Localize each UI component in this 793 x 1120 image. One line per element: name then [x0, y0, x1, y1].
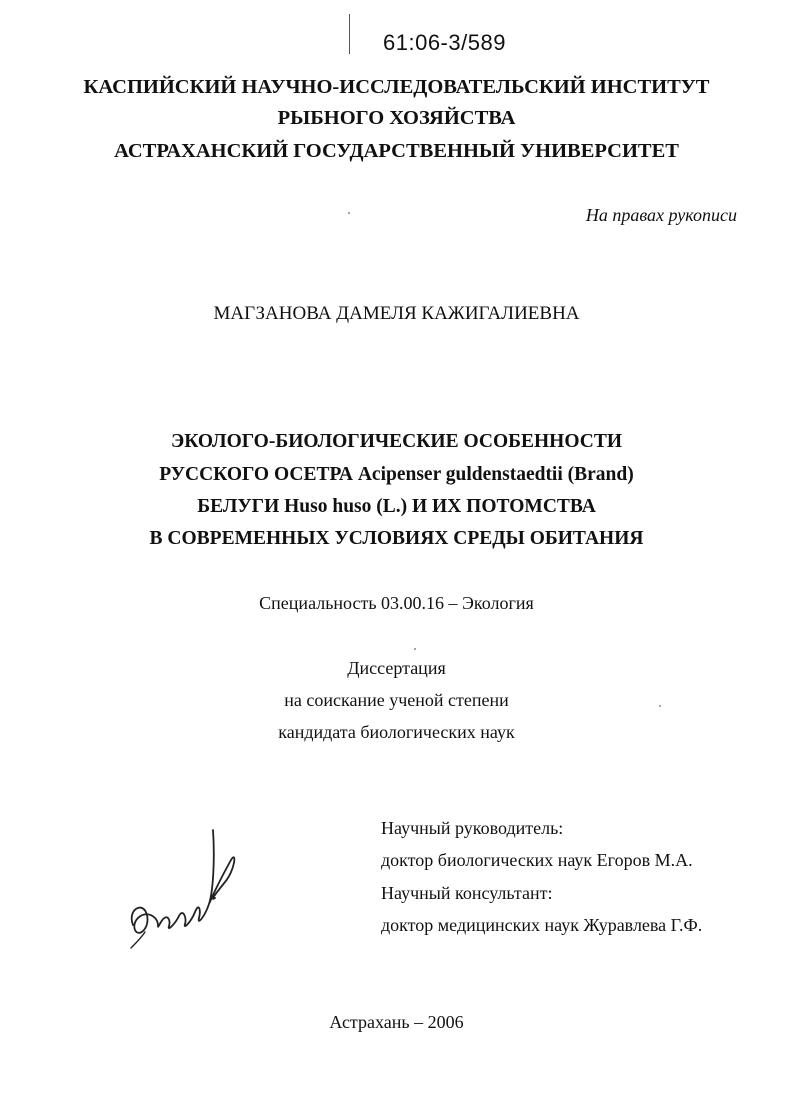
thesis-type-line-1: Диссертация: [347, 658, 446, 678]
title-line-1: ЭКОЛОГО-БИОЛОГИЧЕСКИЕ ОСОБЕННОСТИ: [170, 431, 623, 452]
supervisor-name: доктор биологических наук Егоров М.А.: [381, 850, 693, 870]
place-and-year: Астрахань – 2006: [329, 1012, 464, 1032]
manuscript-rights-note: На правах рукописи: [585, 205, 737, 225]
specialty: Специальность 03.00.16 – Экология: [259, 593, 534, 613]
title-line-3: БЕЛУГИ Huso huso (L.) И ИХ ПОТОМСТВА: [197, 496, 596, 517]
archive-stamp-code: 61:06-3/589: [383, 30, 506, 55]
supervisor-label: Научный руководитель:: [381, 818, 564, 838]
thesis-type-line-2: на соискание ученой степени: [284, 690, 509, 710]
scan-speck: [659, 705, 661, 707]
thesis-type-line-3: кандидата биологических наук: [278, 722, 515, 742]
institution-line-1: КАСПИЙСКИЙ НАУЧНО-ИССЛЕДОВАТЕЛЬСКИЙ ИНСТИТУТ: [83, 76, 710, 98]
scan-speck: [414, 648, 416, 650]
stamp-vertical-line: [349, 14, 350, 54]
author-name: МАГЗАНОВА ДАМЕЛЯ КАЖИГАЛИЕВНА: [213, 303, 580, 324]
scan-speck: [348, 212, 350, 214]
handwritten-signature: [125, 820, 245, 950]
institution-line-2: РЫБНОГО ХОЗЯЙСТВА: [277, 107, 516, 129]
consultant-name: доктор медицинских наук Журавлева Г.Ф.: [381, 915, 703, 935]
consultant-label: Научный консультант:: [381, 883, 553, 903]
institution-line-3: АСТРАХАНСКИЙ ГОСУДАРСТВЕННЫЙ УНИВЕРСИТЕТ: [114, 140, 679, 162]
title-line-2: РУССКОГО ОСЕТРА Acipenser guldenstaedtii (Brand): [159, 464, 634, 485]
title-line-4: В СОВРЕМЕННЫХ УСЛОВИЯХ СРЕДЫ ОБИТАНИЯ: [149, 528, 644, 549]
